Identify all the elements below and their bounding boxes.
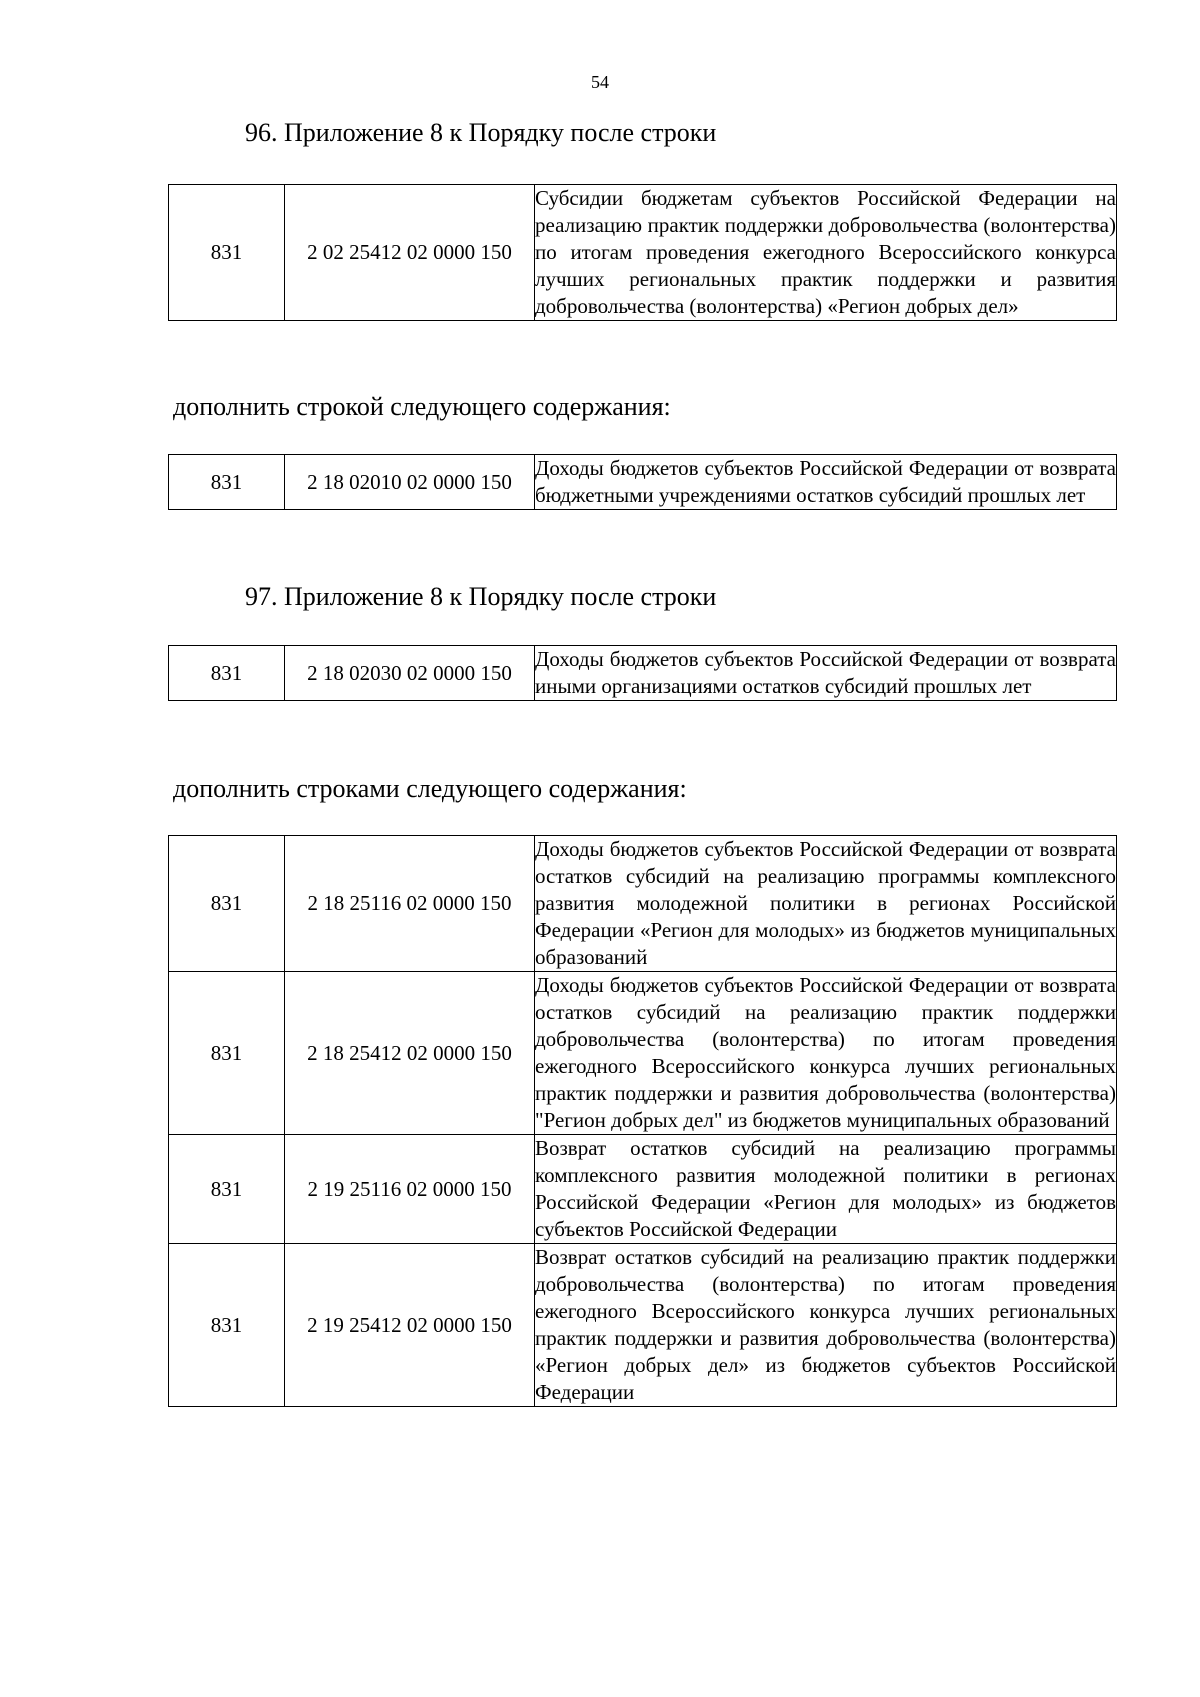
budget-code-cell: 2 18 25412 02 0000 150 xyxy=(285,972,535,1135)
admin-code-cell: 831 xyxy=(169,185,285,321)
income-name-text: Доходы бюджетов субъектов Российской Федерации от возврата остатков субсидий на реализацию практик поддержки добровольчества (волонтерства) по итогам проведения ежегодного Всероссийского конкурса лучших региональных практик поддержки и развития добровольчества (волонтерства) "Регион добрых дел" из бюджетов муниципальных образований xyxy=(535,973,1116,1132)
section-97-existing-table xyxy=(168,645,1117,701)
income-name-cell xyxy=(535,836,1117,972)
admin-code-cell: 831 xyxy=(169,1244,285,1407)
budget-code-cell: 2 18 02030 02 0000 150 xyxy=(285,646,535,701)
admin-code-cell: 831 xyxy=(169,972,285,1135)
page-number: 54 xyxy=(591,72,609,92)
income-name-text: Доходы бюджетов субъектов Российской Федерации от возврата иными организациями остатков субсидий прошлых лет xyxy=(535,647,1116,698)
section-96-existing-table xyxy=(168,184,1117,321)
budget-code-cell: 2 18 25116 02 0000 150 xyxy=(285,836,535,972)
table-row xyxy=(169,185,1117,321)
table-row xyxy=(169,455,1117,510)
budget-code-cell: 2 18 02010 02 0000 150 xyxy=(285,455,535,510)
admin-code-cell: 831 xyxy=(169,836,285,972)
section-97-added-table xyxy=(168,835,1117,1407)
income-name-cell xyxy=(535,185,1117,321)
budget-code-cell: 2 19 25412 02 0000 150 xyxy=(285,1244,535,1407)
income-name-text: Доходы бюджетов субъектов Российской Федерации от возврата бюджетными учреждениями остатков субсидий прошлых лет xyxy=(535,456,1116,507)
table-row xyxy=(169,1135,1117,1244)
table-row xyxy=(169,646,1117,701)
section-96-added-table xyxy=(168,454,1117,510)
section-97-instruction: дополнить строками следующего содержания: xyxy=(173,774,687,803)
section-96-heading: 96. Приложение 8 к Порядку после строки xyxy=(245,118,717,147)
table-row xyxy=(169,836,1117,972)
income-name-text: Возврат остатков субсидий на реализацию практик поддержки добровольчества (волонтерства) по итогам проведения ежегодного Всероссийского конкурса лучших региональных практик поддержки и развития добровольчества (волонтерства) «Регион добрых дел» из бюджетов субъектов Российской Федерации xyxy=(535,1245,1116,1404)
admin-code-cell: 831 xyxy=(169,646,285,701)
income-name-text: Субсидии бюджетам субъектов Российской Федерации на реализацию практик поддержки добровольчества (волонтерства) по итогам проведения ежегодного Всероссийского конкурса лучших региональных практик поддержки и развития добровольчества (волонтерства) «Регион добрых дел» xyxy=(535,186,1116,318)
table-row xyxy=(169,972,1117,1135)
income-name-text: Доходы бюджетов субъектов Российской Федерации от возврата остатков субсидий на реализацию программы комплексного развития молодежной политики в регионах Российской Федерации «Регион для молодых» из бюджетов муниципальных образований xyxy=(535,837,1116,969)
income-name-cell xyxy=(535,455,1117,510)
income-name-cell xyxy=(535,972,1117,1135)
income-name-cell xyxy=(535,1244,1117,1407)
income-name-cell xyxy=(535,1135,1117,1244)
admin-code-cell: 831 xyxy=(169,455,285,510)
section-96-instruction: дополнить строкой следующего содержания: xyxy=(173,392,671,421)
income-name-text: Возврат остатков субсидий на реализацию программы комплексного развития молодежной политики в регионах Российской Федерации «Регион для молодых» из бюджетов субъектов Российской Федерации xyxy=(535,1136,1116,1241)
admin-code-cell: 831 xyxy=(169,1135,285,1244)
budget-code-cell: 2 19 25116 02 0000 150 xyxy=(285,1135,535,1244)
table-row xyxy=(169,1244,1117,1407)
section-97-heading: 97. Приложение 8 к Порядку после строки xyxy=(245,582,717,611)
budget-code-cell: 2 02 25412 02 0000 150 xyxy=(285,185,535,321)
income-name-cell xyxy=(535,646,1117,701)
